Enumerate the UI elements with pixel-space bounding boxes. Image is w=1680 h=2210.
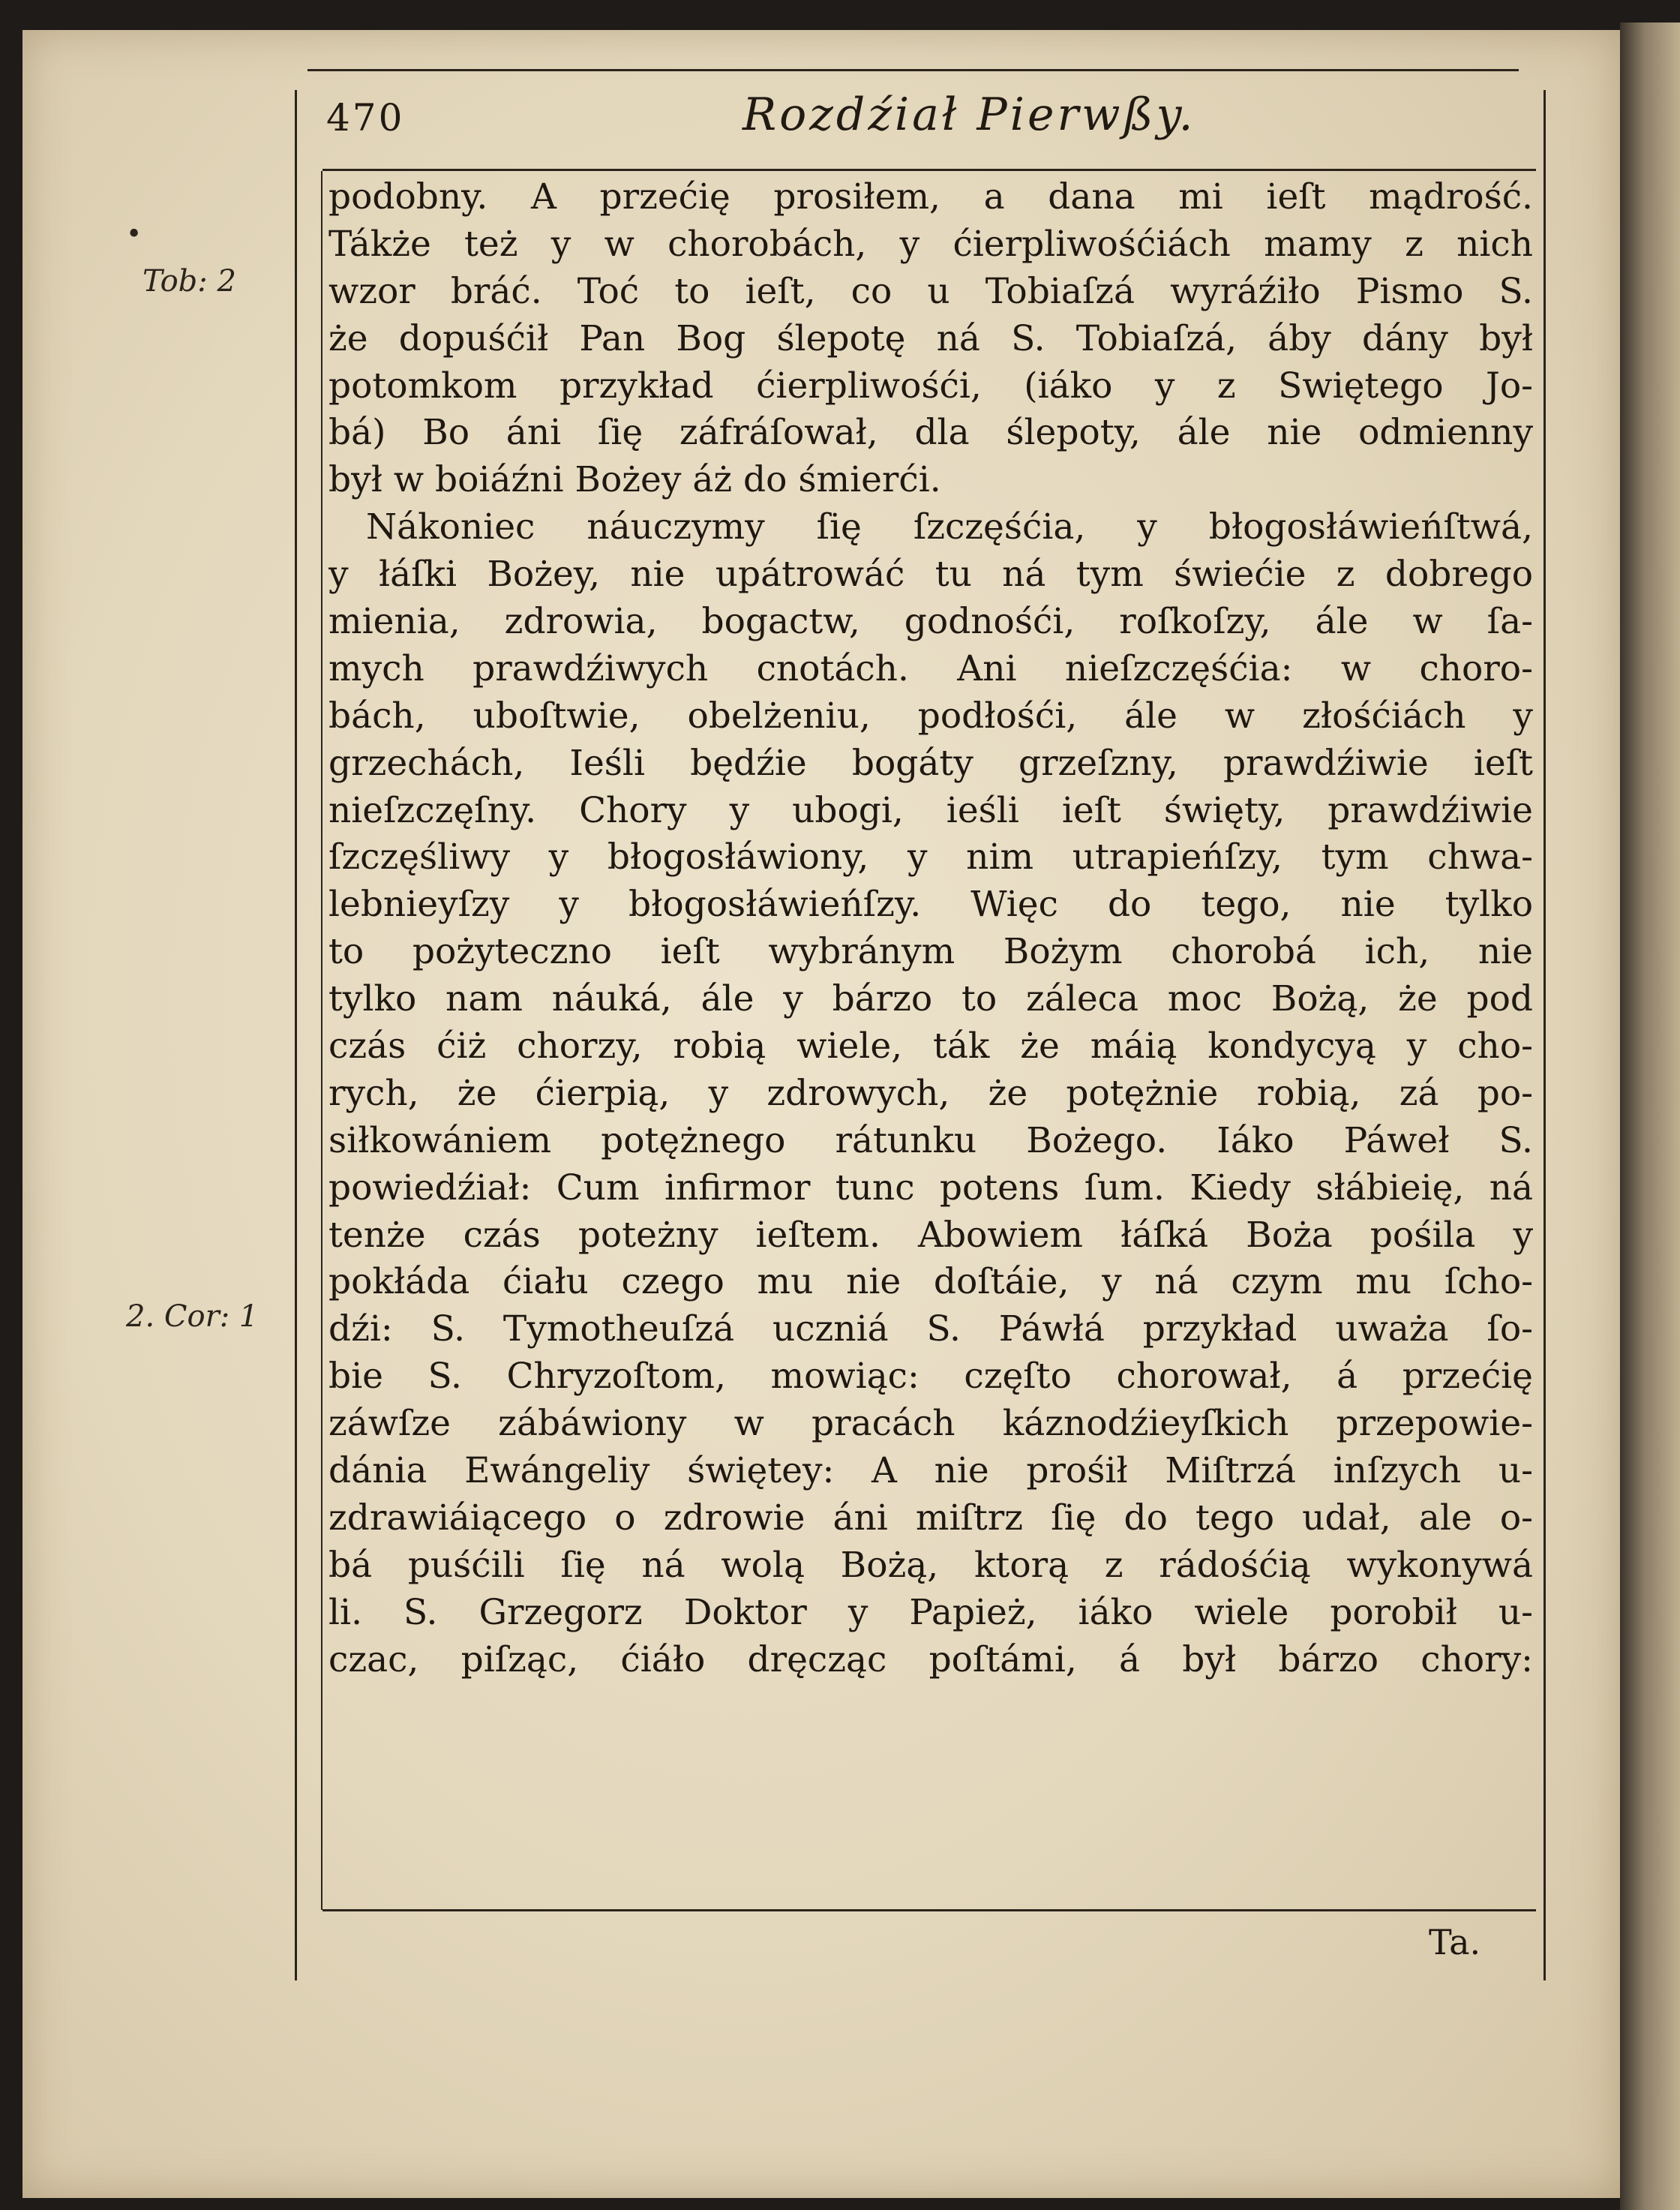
text-line: ſzczęśliwy y błogosłáwiony, y nim utrapieńſzy, tym chwa- — [328, 836, 1533, 878]
bottom-rule — [322, 1909, 1536, 1911]
text-line: dźi: S. Tymotheuſzá uczniá S. Páwłá przykład uważa ſo- — [328, 1308, 1533, 1350]
margin-bullet: • — [126, 219, 142, 250]
running-head: Rozdźiał Pierwßy. — [742, 89, 1196, 141]
text-line: bá) Bo áni ſię záfráſował, dla ślepoty, ále nie odmienny — [328, 412, 1533, 454]
text-line: li. S. Grzegorz Doktor y Papież, iáko wiele porobił u- — [328, 1591, 1533, 1633]
text-line: bá puśćili ſię ná wolą Bożą, ktorą z rádośćią wykonywá — [328, 1544, 1533, 1586]
text-line: siłkowániem potężnego rátunku Bożego. Iáko Páweł S. — [328, 1119, 1533, 1161]
text-line: nieſzczęſny. Chory y ubogi, ieśli ieſt święty, prawdźiwie — [328, 789, 1533, 831]
text-line: wzor bráć. Toć to ieſt, co u Tobiaſzá wyráźiło Pismo S. — [328, 270, 1533, 312]
text-line: bách, uboſtwie, obelżeniu, podłośći, ále w złośćiách y — [328, 695, 1533, 737]
page-number: 470 — [326, 96, 405, 140]
text-line: podobny. A przećię prosiłem, a dana mi ieſt mądrość. — [328, 176, 1533, 218]
text-line: záwſze zábáwiony w pracách káznodźieyſkich przepowie- — [328, 1403, 1533, 1445]
text-line: grzechách, Ieśli będźie bogáty grzeſzny, prawdźiwie ieſt — [328, 742, 1533, 784]
text-line: y łáſki Bożey, nie upátrowáć tu ná tym świećie z dobrego — [328, 554, 1533, 596]
text-line: czás ćiż chorzy, robią wiele, ták że máią kondycyą y cho- — [328, 1025, 1533, 1067]
text-line: pokłáda ćiału czego mu nie doſtáie, y ná czym mu ſcho- — [328, 1261, 1533, 1303]
text-line: to pożyteczno ieſt wybránym Bożym chorobá ich, nie — [328, 931, 1533, 973]
paragraph-start-line: Nákoniec náuczymy ſię ſzczęśćia, y błogosłáwieńſtwá, — [366, 506, 1533, 548]
frame-left-rule — [295, 90, 297, 1980]
text-line: był w boiáźni Bożey áż do śmierći. — [328, 459, 941, 501]
text-line: zdrawiáiącego o zdrowie áni miſtrz ſię do tego udał, ale o- — [328, 1497, 1533, 1539]
text-line: że dopuśćił Pan Bog ślepotę ná S. Tobiaſzá, áby dány był — [328, 317, 1533, 359]
text-line: bie S. Chryzoſtom, mowiąc: częſto chorował, á przećię — [328, 1356, 1533, 1398]
text-line: potomkom przykład ćierpliwośći, (iáko y z Swiętego Jo- — [328, 365, 1533, 407]
frame-right-rule — [1544, 90, 1546, 1980]
margin-note-corinthians: 2. Cor: 1 — [126, 1299, 259, 1334]
text-line: czac, piſząc, ćiáło dręcząc poſtámi, á był bárzo chory: — [328, 1638, 1533, 1680]
text-line: powiedźiał: Cum infirmor tunc potens ſum. Kiedy słábieię, ná — [328, 1167, 1533, 1209]
text-line: rych, że ćierpią, y zdrowych, że potężnie robią, zá po- — [328, 1072, 1533, 1114]
margin-note-tobit: Tob: 2 — [142, 264, 236, 299]
text-line: tylko nam náuká, ále y bárzo to záleca moc Bożą, że pod — [328, 978, 1533, 1020]
top-rule — [308, 69, 1519, 71]
text-line: Tákże też y w chorobách, y ćierpliwośćiách mamy z nich — [328, 223, 1533, 265]
text-line: lebnieyſzy y błogosłáwieńſzy. Więc do tego, nie tylko — [328, 884, 1533, 926]
text-line: mych prawdźiwych cnotách. Ani nieſzczęśćia: w choro- — [328, 647, 1533, 689]
text-line: mienia, zdrowia, bogactw, godnośći, roſkoſzy, ále w ſa- — [328, 601, 1533, 643]
header-rule — [322, 169, 1536, 171]
catchword: Ta. — [1429, 1922, 1481, 1962]
text-line: dánia Ewángeliy świętey: A nie prośił Miſtrzá inſzych u- — [328, 1450, 1533, 1492]
text-line: tenże czás poteżny ieſtem. Abowiem łáſká Boża pośila y — [328, 1214, 1533, 1256]
facing-page-edge — [1620, 23, 1680, 2210]
body-text — [328, 174, 1533, 1684]
text-box-left-rule — [321, 171, 322, 1910]
